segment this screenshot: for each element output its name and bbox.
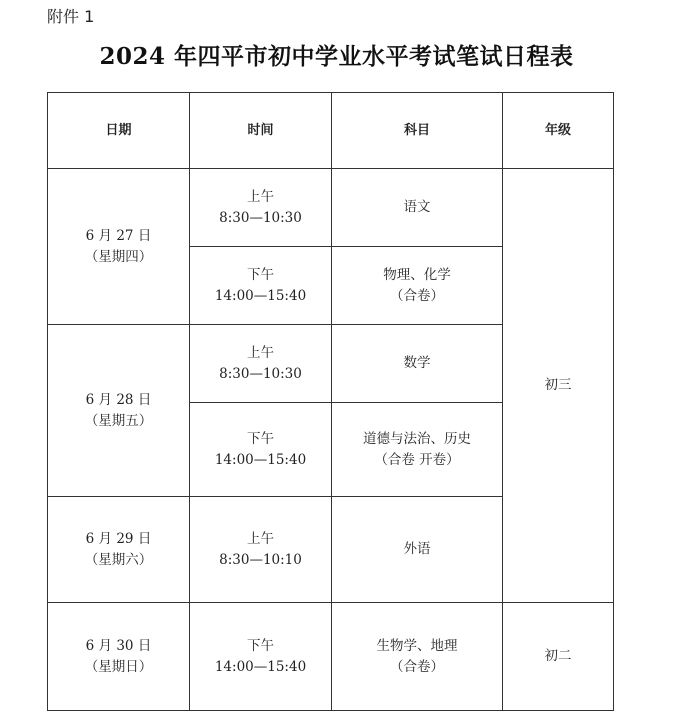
page-title: 2024 年四平市初中学业水平考试笔试日程表 (99, 43, 574, 70)
period-text: 上午 (247, 530, 274, 547)
table-row (48, 603, 614, 711)
period-text: 上午 (247, 344, 274, 361)
subject-cell (332, 247, 503, 325)
subject-text: 数学 (403, 355, 431, 371)
date-text: 6 月 28 日 (85, 391, 152, 408)
time-text: 8:30—10:30 (219, 365, 302, 382)
subject-note: （合卷） (390, 287, 444, 304)
time-cell (190, 403, 332, 497)
time-cell (190, 247, 332, 325)
subject-text: 外语 (403, 541, 431, 557)
subject-cell (332, 603, 503, 711)
weekday-text: （星期五） (84, 412, 153, 429)
subject-text: 语文 (403, 199, 431, 215)
period-text: 下午 (247, 637, 274, 654)
schedule-table (47, 92, 614, 711)
period-text: 上午 (247, 188, 274, 205)
subject-text: 道德与法治、历史 (363, 430, 471, 447)
date-cell (48, 497, 190, 603)
time-text: 14:00—15:40 (214, 287, 307, 304)
time-text: 8:30—10:30 (219, 209, 302, 226)
subject-cell (332, 497, 503, 603)
weekday-text: （星期六） (84, 551, 153, 568)
subject-cell (332, 169, 503, 247)
subject-text: 物理、化学 (383, 266, 451, 283)
grade-text: 初三 (544, 377, 572, 393)
subject-note: （合卷） (390, 658, 444, 675)
time-cell (190, 497, 332, 603)
grade-text: 初二 (544, 648, 572, 664)
grade-cell-g9 (503, 169, 614, 603)
header-time: 时间 (190, 93, 332, 169)
header-subject: 科目 (332, 93, 503, 169)
time-cell (190, 169, 332, 247)
table-header-row (48, 93, 614, 169)
subject-cell (332, 325, 503, 403)
subject-cell (332, 403, 503, 497)
date-cell (48, 325, 190, 497)
time-cell (190, 603, 332, 711)
header-date: 日期 (48, 93, 190, 169)
time-text: 14:00—15:40 (214, 451, 307, 468)
date-cell (48, 169, 190, 325)
date-text: 6 月 27 日 (85, 227, 152, 244)
date-text: 6 月 30 日 (85, 637, 152, 654)
date-cell (48, 603, 190, 711)
subject-text: 生物学、地理 (376, 637, 458, 654)
header-grade: 年级 (503, 93, 614, 169)
time-cell (190, 325, 332, 403)
time-text: 14:00—15:40 (214, 658, 307, 675)
weekday-text: （星期日） (84, 658, 153, 675)
date-text: 6 月 29 日 (85, 530, 152, 547)
table-row (48, 169, 614, 247)
subject-note: （合卷 开卷） (374, 451, 460, 468)
period-text: 下午 (247, 266, 274, 283)
time-text: 8:30—10:10 (219, 551, 302, 568)
grade-cell-g8 (503, 603, 614, 711)
attachment-label: 附件 1 (47, 7, 95, 26)
weekday-text: （星期四） (84, 248, 153, 265)
period-text: 下午 (247, 430, 274, 447)
